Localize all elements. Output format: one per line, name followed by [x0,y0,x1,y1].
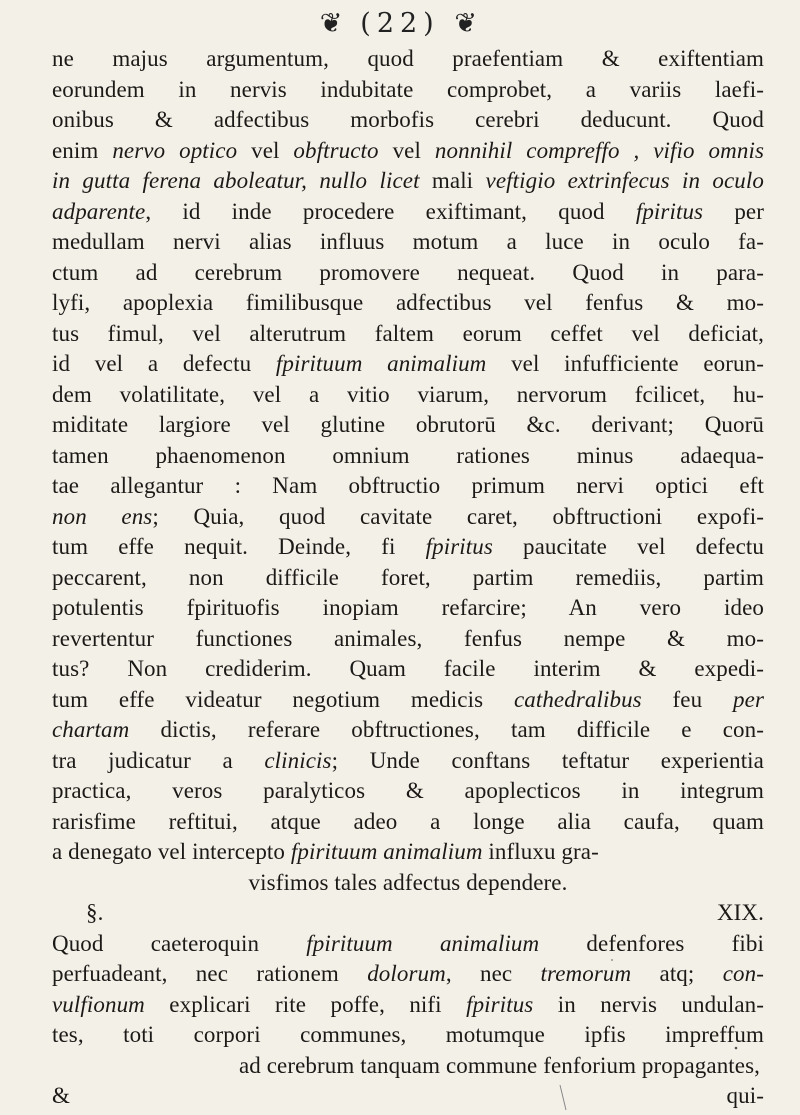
text-run: Quod caeteroquin [52,930,307,956]
text-line [52,258,764,289]
text-line [52,441,764,472]
text-line [52,990,764,1021]
text-line [52,502,764,533]
text-run: ; Unde conftans teftatur experientia [331,747,764,773]
text-run: , id inde procedere exiftimant, quod [145,198,636,224]
text-line [52,563,764,594]
text-run: ne majus argumentum, quod praefentiam & exiftentiam [52,46,764,71]
text-line [52,288,764,319]
text-line [52,593,764,624]
italic-phrase: obftructo [293,137,379,163]
italic-phrase: con- [722,961,764,986]
page-number: (22) [360,8,440,39]
text-line [52,898,764,929]
text-run: visfimos tales adfectus dependere. [248,869,568,895]
text-line [52,715,764,746]
fleuron-ornament-right: ❦ [454,8,483,39]
text-run: dem volatilitate, vel a vitio viarum, nervorum fcilicet, hu- [52,381,764,407]
text-run: perfuadeant, nec rationem [52,961,368,986]
text-run: tum effe videatur negotium medicis [52,686,514,712]
italic-phrase: nervo optico [112,137,238,163]
text-line [52,75,764,106]
text-run: practica, veros paralyticos & apoplecticos in integrum [52,778,764,803]
text-run: vel [237,137,294,163]
text-line [52,197,764,228]
body-text [52,44,764,1112]
text-run: peccarent, non difficile foret, partim remediis, partim [52,564,764,590]
text-line [52,349,764,380]
text-line [52,685,764,716]
italic-phrase: fpirituum animalium [275,351,487,376]
italic-phrase: fpirituum animalium [290,839,483,864]
italic-phrase: in gutta ferena aboleatur, nullo licet [52,168,420,193]
text-run: atq; [631,961,723,986]
italic-phrase: clinicis [264,747,332,773]
text-run: lyfi, apoplexia fimilibusque adfectibus vel fenfus & mo- [52,290,764,315]
text-run: vel [378,137,435,163]
text-run: explicari rite poffe, nifi [144,991,467,1017]
text-run: miditate largiore vel glutine obrutorū &c. derivant; Quorū [52,412,764,437]
text-run: potulentis fpirituofis inopiam refarcire; An vero ideo [52,595,764,620]
text-run: a denegato vel intercepto [52,839,291,864]
text-run: tus fimul, vel alterutrum faltem eorum ceffet vel deficiat, [52,320,764,346]
text-run: enim [52,137,113,163]
text-line [52,807,764,838]
text-run: in nervis undulan- [533,991,764,1017]
text-line [52,471,764,502]
text-run: rarisfime reftitui, atque adeo a longe alia caufa, quam [52,808,764,834]
text-run: ctum ad cerebrum promovere nequeat. Quod in para- [52,259,764,285]
text-run: tes, toti corpori communes, motumque ipfis impreffum [52,1022,764,1047]
text-run: ad cerebrum tanquam commune fenforium propagantes, [238,1052,760,1078]
page-header [0,8,800,39]
text-line [52,1051,764,1082]
text-line [52,654,764,685]
italic-phrase: dolorum [367,961,446,986]
text-run: tus? Non crediderim. Quam facile interim & expedi- [52,656,764,681]
italic-phrase: veftigio extrinfecus in oculo [485,168,764,193]
text-run: influxu gra- [482,839,599,864]
text-line [52,746,764,777]
text-line [52,929,764,960]
text-run: vel infufficiente eorun- [486,351,764,376]
italic-phrase: fpiritus [635,198,704,224]
italic-phrase: non ens [52,503,153,529]
italic-phrase: cathedralibus [513,686,642,712]
italic-phrase: nonnihil compreffo , vifio omnis [434,137,764,163]
text-run: eorundem in nervis indubitate comprobet, a variis laefi- [52,76,764,102]
italic-phrase: fpiritus [425,534,493,559]
text-run: §. XIX. [86,900,764,925]
text-run: & qui- [52,1083,764,1108]
text-line [52,624,764,655]
italic-phrase: chartam [52,717,130,742]
text-line [52,868,764,899]
italic-phrase: adparente [52,198,146,224]
text-run: medullam nervi alias influus motum a luce in oculo fa- [52,229,764,254]
text-run: onibus & adfectibus morbofis cerebri deducunt. Quod [52,107,764,132]
text-run: ; Quia, quod cavitate caret, obftructioni expofi- [152,503,764,529]
text-line [52,44,764,75]
text-run: feu [641,686,734,712]
text-run: tamen phaenomenon omnium rationes minus adaequa- [52,442,764,468]
fleuron-ornament-left: ❦ [319,8,349,39]
text-line [52,105,764,136]
text-run: tae allegantur : Nam obftructio primum nervi optici eft [52,473,764,498]
italic-phrase: tremorum [540,961,632,986]
text-line [52,776,764,807]
text-run: , nec [445,961,541,986]
text-run: id vel a defectu [52,351,276,376]
text-run: revertentur functiones animales, fenfus nempe & mo- [52,625,764,651]
text-line [52,959,764,990]
text-line [52,837,764,868]
text-run: tra judicatur a [52,747,265,773]
italic-phrase: fpiritus [466,991,534,1017]
text-line [52,1081,764,1112]
italic-phrase: vulfionum [52,991,145,1017]
italic-phrase: fpirituum animalium [306,930,540,956]
text-run: mali [419,168,486,193]
text-run: dictis, referare obftructiones, tam difficile e con- [129,717,764,742]
text-line [52,319,764,350]
text-line [52,166,764,197]
text-run: tum effe nequit. Deinde, fi [52,534,426,559]
text-line [52,136,764,167]
text-run: per [703,198,764,224]
italic-phrase: per [733,686,764,712]
text-line [52,532,764,563]
text-line [52,227,764,258]
text-line [52,410,764,441]
text-run: defenfores fibi [539,930,764,956]
text-line [52,1020,764,1051]
text-line [52,380,764,411]
text-run: paucitate vel defectu [492,534,764,559]
